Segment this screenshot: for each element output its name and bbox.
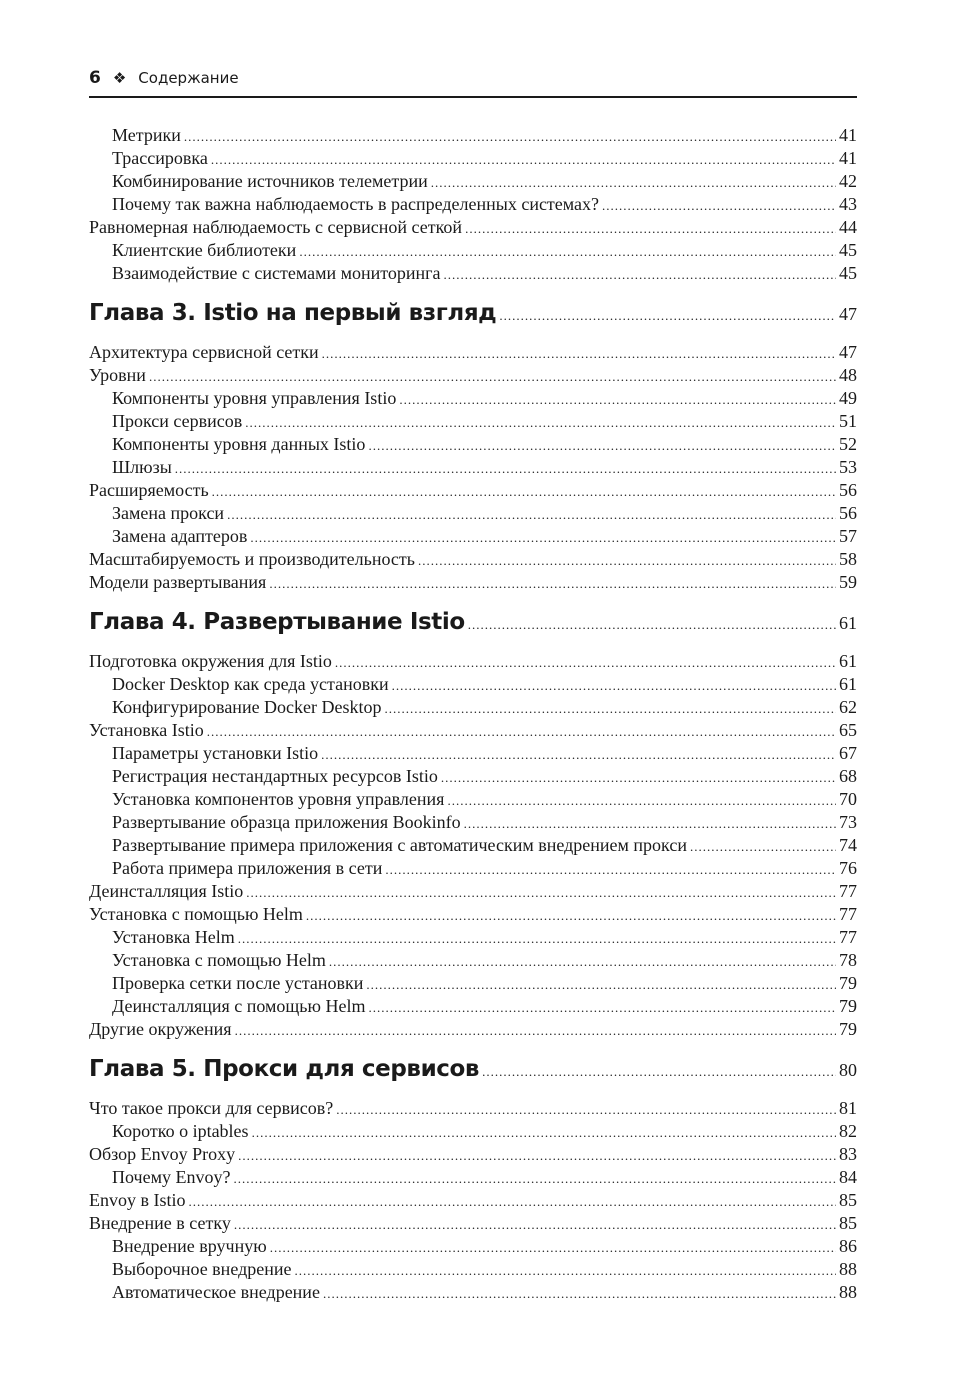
toc-subentry[interactable] [89,433,857,456]
entry-page-number: 52 [839,434,857,454]
dot-leader [444,263,836,286]
dot-leader [233,1167,836,1190]
running-header [89,68,857,98]
entry-page-number: 79 [839,996,857,1016]
entry-title: Комбинирование источников телеметрии [112,171,428,191]
toc-subentry[interactable] [89,525,857,548]
entry-page-number: 88 [839,1259,857,1279]
dot-leader [184,125,836,148]
toc-subentry[interactable] [89,262,857,285]
dot-leader [602,194,836,217]
toc-subentry[interactable] [89,456,857,479]
entry-title: Проверка сетки после установки [112,973,364,993]
chapter-title: Глава 4. Развертывание Istio [89,609,465,635]
chapter-page-number: 47 [839,304,857,324]
dot-leader [149,365,836,388]
entry-page-number: 67 [839,743,857,763]
entry-page-number: 56 [839,480,857,500]
toc-entry[interactable] [89,341,857,364]
entry-page-number: 70 [839,789,857,809]
entry-title: Подготовка окружения для Istio [89,651,332,671]
entry-page-number: 74 [839,835,857,855]
toc-subentry[interactable] [89,696,857,719]
toc-entry[interactable] [89,1212,857,1235]
dot-leader [306,904,836,927]
entry-title: Почему так важна наблюдаемость в распределенных системах? [112,194,600,214]
toc-entry[interactable] [89,719,857,742]
chapter-page-number: 80 [839,1060,857,1080]
toc-entry[interactable] [89,571,857,594]
entry-title: Установка Helm [112,927,235,947]
toc-entry[interactable] [89,364,857,387]
toc-entry[interactable] [89,1097,857,1120]
dot-leader [366,973,836,996]
toc-subentry[interactable] [89,673,857,696]
dot-leader [385,858,836,881]
chapter-page-number: 61 [839,613,857,633]
entry-page-number: 47 [839,342,857,362]
dot-leader [482,1064,836,1080]
entry-page-number: 79 [839,1019,857,1039]
chapter-heading[interactable] [89,300,857,341]
entry-title: Почему Envoy? [112,1167,231,1187]
toc-subentry[interactable] [89,1120,857,1143]
entry-page-number: 82 [839,1121,857,1141]
dot-leader [441,766,836,789]
entry-page-number: 77 [839,881,857,901]
dot-leader [269,572,836,595]
dot-leader [336,1098,836,1121]
entry-title: Клиентские библиотеки [112,240,297,260]
toc-subentry[interactable] [89,857,857,880]
toc-entry[interactable] [89,880,857,903]
entry-title: Выборочное внедрение [112,1259,292,1279]
entry-title: Деинсталляция с помощью Helm [112,996,366,1016]
entry-page-number: 49 [839,388,857,408]
entry-title: Envoy в Istio [89,1190,186,1210]
dot-leader [392,674,836,697]
entry-page-number: 56 [839,503,857,523]
entry-page-number: 51 [839,411,857,431]
entry-page-number: 73 [839,812,857,832]
dot-leader [252,1121,836,1144]
toc-entry[interactable] [89,216,857,239]
entry-page-number: 78 [839,950,857,970]
entry-title: Замена прокси [112,503,225,523]
entry-page-number: 88 [839,1282,857,1302]
entry-page-number: 84 [839,1167,857,1187]
page-number: 6 [89,68,101,88]
entry-title: Шлюзы [112,457,172,477]
entry-title: Компоненты уровня данных Istio [112,434,366,454]
entry-page-number: 44 [839,217,857,237]
toc-subentry[interactable] [89,410,857,433]
toc-subentry[interactable] [89,834,857,857]
dot-leader [690,835,836,858]
entry-page-number: 61 [839,651,857,671]
dot-leader [399,388,836,411]
dot-leader [207,720,836,743]
dot-leader [499,308,836,324]
entry-page-number: 45 [839,240,857,260]
document-page [89,68,857,1304]
entry-title: Масштабируемость и производительность [89,549,415,569]
toc-subentry[interactable] [89,170,857,193]
entry-page-number: 79 [839,973,857,993]
dot-leader [234,1213,836,1236]
chapter-heading[interactable] [89,1056,857,1097]
dot-leader [385,697,836,720]
entry-page-number: 53 [839,457,857,477]
toc-subentry[interactable] [89,995,857,1018]
toc-entry[interactable] [89,903,857,926]
toc-subentry[interactable] [89,1166,857,1189]
toc-entry[interactable] [89,1018,857,1041]
dot-leader [431,171,836,194]
entry-page-number: 57 [839,526,857,546]
entry-title: Установка с помощью Helm [89,904,303,924]
entry-title: Развертывание образца приложения Bookinfo [112,812,461,832]
dot-leader [250,526,836,549]
entry-title: Метрики [112,125,181,145]
toc-subentry[interactable] [89,193,857,216]
toc-subentry[interactable] [89,124,857,147]
toc-subentry[interactable] [89,949,857,972]
entry-title: Установка Istio [89,720,204,740]
entry-title: Компоненты уровня управления Istio [112,388,397,408]
entry-title: Взаимодействие с системами мониторинга [112,263,441,283]
entry-page-number: 41 [839,148,857,168]
header-title: Содержание [138,69,239,87]
dot-leader [322,342,836,365]
entry-title: Конфигурирование Docker Desktop [112,697,382,717]
entry-title: Трассировка [112,148,208,168]
dot-leader [294,1259,836,1282]
entry-title: Коротко о iptables [112,1121,249,1141]
dot-leader [175,457,836,480]
ornament-icon: ❖ [112,69,127,87]
dot-leader [189,1190,837,1213]
dot-leader [212,480,836,503]
entry-title: Архитектура сервисной сетки [89,342,319,362]
entry-page-number: 85 [839,1213,857,1233]
dot-leader [299,240,836,263]
toc-subentry[interactable] [89,1281,857,1304]
entry-title: Прокси сервисов [112,411,243,431]
dot-leader [238,1144,836,1167]
toc-subentry[interactable] [89,1258,857,1281]
toc-subentry[interactable] [89,972,857,995]
toc-subentry[interactable] [89,765,857,788]
entry-title: Равномерная наблюдаемость с сервисной сеткой [89,217,463,237]
entry-page-number: 76 [839,858,857,878]
toc-entry[interactable] [89,548,857,571]
entry-title: Замена адаптеров [112,526,248,546]
dot-leader [335,651,836,674]
dot-leader [368,996,836,1019]
toc-entry[interactable] [89,1189,857,1212]
dot-leader [227,503,836,526]
entry-page-number: 59 [839,572,857,592]
toc-entry[interactable] [89,650,857,673]
entry-page-number: 77 [839,927,857,947]
dot-leader [368,434,836,457]
chapter-heading[interactable] [89,609,857,650]
entry-page-number: 48 [839,365,857,385]
toc-entry[interactable] [89,1143,857,1166]
entry-title: Другие окружения [89,1019,232,1039]
dot-leader [468,617,836,633]
entry-title: Docker Desktop как среда установки [112,674,389,694]
dot-leader [211,148,836,171]
dot-leader [321,743,836,766]
dot-leader [245,411,836,434]
dot-leader [238,927,836,950]
toc-subentry[interactable] [89,742,857,765]
entry-title: Параметры установки Istio [112,743,319,763]
entry-title: Регистрация нестандартных ресурсов Istio [112,766,438,786]
dot-leader [418,549,836,572]
toc-subentry[interactable] [89,1235,857,1258]
toc-subentry[interactable] [89,811,857,834]
toc-subentry[interactable] [89,387,857,410]
entry-page-number: 62 [839,697,857,717]
dot-leader [323,1282,836,1305]
chapter-title: Глава 5. Прокси для сервисов [89,1056,480,1082]
table-of-contents [89,124,857,1304]
entry-title: Установка компонентов уровня управления [112,789,445,809]
entry-page-number: 77 [839,904,857,924]
entry-title: Развертывание примера приложения с автоматическим внедрением прокси [112,835,687,855]
dot-leader [465,217,836,240]
entry-page-number: 45 [839,263,857,283]
entry-page-number: 42 [839,171,857,191]
entry-page-number: 86 [839,1236,857,1256]
entry-title: Работа примера приложения в сети [112,858,383,878]
chapter-title: Глава 3. Istio на первый взгляд [89,300,497,326]
entry-title: Что такое прокси для сервисов? [89,1098,334,1118]
toc-entry[interactable] [89,479,857,502]
entry-title: Уровни [89,365,146,385]
dot-leader [329,950,836,973]
entry-title: Автоматическое внедрение [112,1282,320,1302]
entry-title: Модели развертывания [89,572,267,592]
entry-page-number: 68 [839,766,857,786]
dot-leader [447,789,836,812]
entry-title: Внедрение вручную [112,1236,267,1256]
toc-subentry[interactable] [89,147,857,170]
entry-page-number: 41 [839,125,857,145]
entry-page-number: 43 [839,194,857,214]
dot-leader [270,1236,836,1259]
entry-page-number: 58 [839,549,857,569]
entry-title: Внедрение в сетку [89,1213,231,1233]
toc-subentry[interactable] [89,239,857,262]
entry-page-number: 81 [839,1098,857,1118]
entry-title: Деинсталляция Istio [89,881,244,901]
entry-page-number: 65 [839,720,857,740]
toc-subentry[interactable] [89,502,857,525]
dot-leader [464,812,836,835]
entry-page-number: 85 [839,1190,857,1210]
toc-subentry[interactable] [89,926,857,949]
entry-title: Установка с помощью Helm [112,950,326,970]
entry-page-number: 83 [839,1144,857,1164]
entry-page-number: 61 [839,674,857,694]
entry-title: Расширяемость [89,480,209,500]
entry-title: Обзор Envoy Proxy [89,1144,236,1164]
toc-subentry[interactable] [89,788,857,811]
dot-leader [235,1019,836,1042]
dot-leader [246,881,836,904]
